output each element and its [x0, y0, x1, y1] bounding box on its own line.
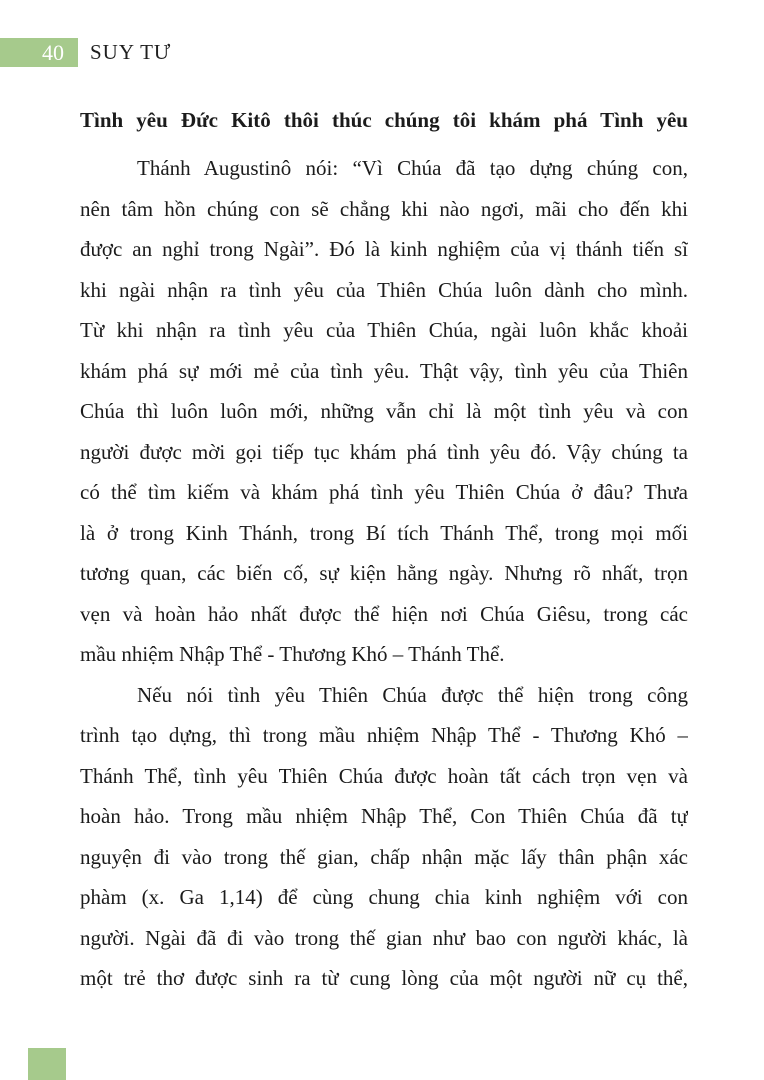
text-line: khi ngài nhận ra tình yêu của Thiên Chúa luôn dành cho mình. [80, 277, 688, 302]
text-line: Thánh Augustinô nói: “Vì Chúa đã tạo dựng chúng con, [137, 156, 688, 180]
text-line: Nếu nói tình yêu Thiên Chúa được thể hiện trong công [137, 682, 688, 707]
text-line: người. Ngài đã đi vào trong thế gian như bao con người khác, là [80, 925, 688, 950]
text-line: nên tâm hồn chúng con sẽ chẳng khi nào ngơi, mãi cho đến khi [80, 196, 688, 221]
text-line: Từ khi nhận ra tình yêu của Thiên Chúa, ngài luôn khắc khoải [80, 318, 688, 342]
running-head [0, 38, 764, 67]
text-line: Chúa thì luôn luôn mới, những vẫn chỉ là một tình yêu và con [80, 399, 688, 423]
article-title: Tình yêu Đức Kitô thôi thúc chúng tôi khám phá Tình yêu [80, 108, 688, 132]
text-line: là ở trong Kinh Thánh, trong Bí tích Thánh Thể, trong mọi mối [80, 520, 688, 545]
text-line: một trẻ thơ được sinh ra từ cung lòng của một người nữ cụ thể, [80, 966, 688, 990]
text-line: mầu nhiệm Nhập Thể - Thương Khó – Thánh Thể. [80, 642, 505, 666]
footer-accent-square [28, 1048, 66, 1080]
text-line: tương quan, các biến cố, sự kiện hằng ngày. Nhưng rõ nhất, trọn [80, 561, 688, 585]
text-line: phàm (x. Ga 1,14) để cùng chung chia kinh nghiệm với con [80, 885, 688, 909]
article-body [80, 100, 688, 999]
text-line: trình tạo dựng, thì trong mầu nhiệm Nhập Thể - Thương Khó – [80, 723, 688, 747]
text-line: nguyện đi vào trong thế gian, chấp nhận mặc lấy thân phận xác [80, 844, 688, 869]
text-line: hoàn hảo. Trong mầu nhiệm Nhập Thể, Con Thiên Chúa đã tự [80, 804, 688, 828]
text-line: được an nghỉ trong Ngài”. Đó là kinh nghiệm của vị thánh tiến sĩ [80, 237, 688, 261]
section-header: SUY TƯ [90, 40, 172, 64]
text-line: khám phá sự mới mẻ của tình yêu. Thật vậy, tình yêu của Thiên [80, 358, 688, 383]
text-line: Thánh Thể, tình yêu Thiên Chúa được hoàn tất cách trọn vẹn và [80, 763, 688, 788]
text-line: có thể tìm kiếm và khám phá tình yêu Thiên Chúa ở đâu? Thưa [80, 480, 688, 504]
text-line: vẹn và hoàn hảo nhất được thể hiện nơi Chúa Giêsu, trong các [80, 601, 688, 626]
text-line: người được mời gọi tiếp tục khám phá tình yêu đó. Vậy chúng ta [80, 439, 688, 464]
page-number-badge: 40 [0, 38, 78, 67]
